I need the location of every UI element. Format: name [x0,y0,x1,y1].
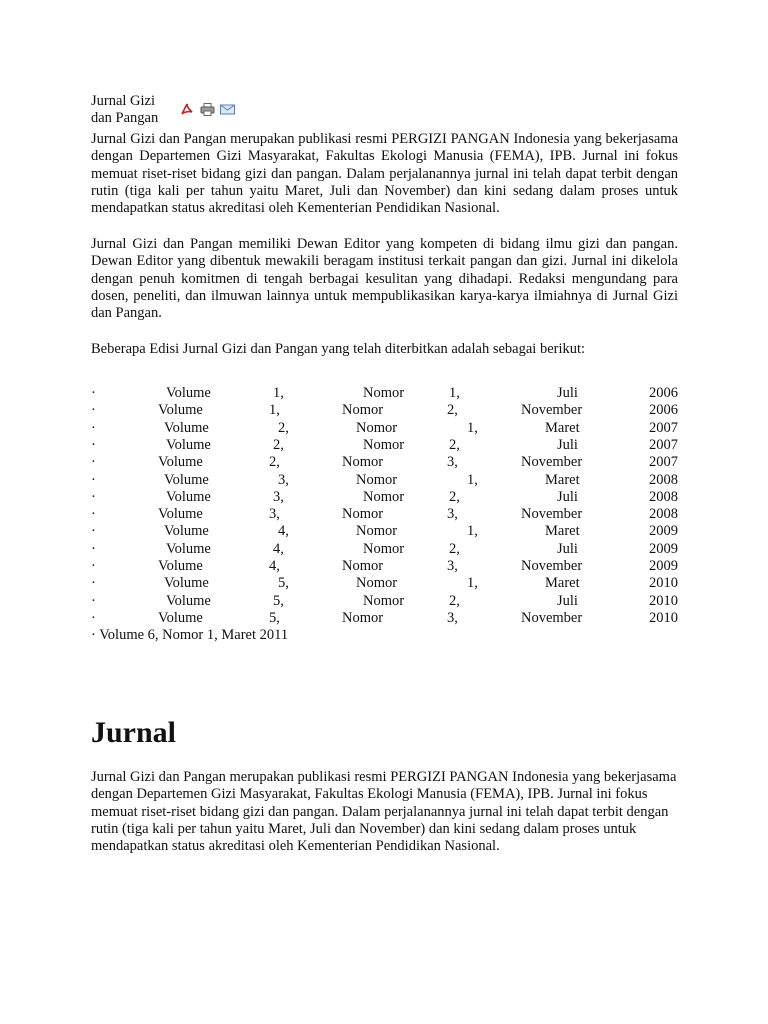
edition-row [91,472,681,489]
edition-nomor-label: Nomor [356,523,398,540]
edition-month: November [521,558,583,574]
edition-volume-label: Volume [166,592,211,609]
edition-volume: 3, [278,471,289,488]
edition-month: Juli [557,488,578,505]
edition-volume: 5, [273,592,284,609]
edition-volume: 2, [278,419,289,436]
edition-year: 2009 [649,523,678,540]
edition-month: Maret [545,575,580,592]
edition-volume-label: Volume [158,558,203,574]
edition-year: 2007 [649,454,678,471]
edition-nomor: 1, [449,385,460,401]
edition-row [91,523,681,540]
edition-row [91,402,681,419]
pdf-icon[interactable] [180,103,194,116]
edition-volume-label: Volume [164,471,209,488]
bullet: · [91,506,96,523]
edition-year: 2010 [649,575,678,592]
edition-nomor-label: Nomor [342,609,384,626]
edition-nomor: 3, [447,454,458,471]
title-line-2: dan Pangan [91,110,159,126]
edition-nomor-label: Nomor [342,558,384,574]
edition-nomor: 2, [449,436,460,453]
edition-volume-label: Volume [158,402,203,419]
journal-title [91,93,158,127]
edition-volume-label: Volume [164,575,209,592]
last-edition: · Volume 6, Nomor 1, Maret 2011 [91,627,289,643]
edition-nomor: 2, [449,488,460,505]
edition-nomor: 1, [467,523,478,540]
edition-year: 2006 [649,402,678,419]
edition-nomor: 3, [447,609,458,626]
edition-row [91,541,681,558]
edition-nomor-label: Nomor [342,454,384,471]
edition-nomor-label: Nomor [363,540,405,557]
bullet: · [91,609,96,626]
editions-intro: Beberapa Edisi Jurnal Gizi dan Pangan yang telah diterbitkan adalah sebagai berikut: [91,341,586,357]
edition-year: 2009 [649,540,678,557]
action-icons [180,103,234,116]
edition-month: Juli [557,592,578,609]
bullet: · [91,523,96,540]
bullet: · [91,558,96,574]
edition-nomor: 1, [467,575,478,592]
edition-nomor-label: Nomor [363,488,405,505]
edition-nomor: 1, [467,419,478,436]
edition-month: Maret [545,471,580,488]
edition-volume-label: Volume [158,506,203,523]
bullet: · [91,540,96,557]
bullet: · [91,454,96,471]
edition-row [91,506,681,523]
edition-row [91,575,681,592]
edition-volume: 5, [278,575,289,592]
edition-row [91,437,681,454]
edition-month: November [521,454,583,471]
edition-year: 2009 [649,558,678,574]
edition-volume: 4, [278,523,289,540]
edition-month: November [521,402,583,419]
bullet: · [91,488,96,505]
edition-row [91,454,681,471]
edition-nomor-label: Nomor [356,575,398,592]
edition-nomor: 1, [467,471,478,488]
edition-row [91,489,681,506]
edition-volume: 5, [269,609,280,626]
edition-month: November [521,506,583,523]
edition-row [91,610,681,627]
edition-nomor-label: Nomor [356,419,398,436]
edition-year: 2006 [649,385,678,401]
edition-nomor-label: Nomor [342,402,384,419]
edition-volume: 2, [273,436,284,453]
edition-volume-label: Volume [166,540,211,557]
edition-month: Juli [557,385,578,401]
email-icon[interactable] [220,103,234,116]
edition-nomor: 2, [449,592,460,609]
bullet: · [91,436,96,453]
edition-nomor-label: Nomor [356,471,398,488]
section-paragraph: Jurnal Gizi dan Pangan merupakan publikasi resmi PERGIZI PANGAN Indonesia yang bekerjasama dengan Departemen Gizi Masyarakat, Fakultas Ekologi Manusia (FEMA), IPB. Jurnal ini fokus memuat riset-riset bidang gizi dan pangan. Dalam perjalanannya jurnal ini telah dapat terbit dengan rutin (tiga kali per tahun yaitu Maret, Juli dan November) dan kini sedang dalam proses untuk mendapatkan status akreditasi oleh Kementerian Pendidikan Nasional. [91,769,677,855]
edition-volume: 3, [269,506,280,523]
edition-volume: 1, [273,385,284,401]
edition-nomor-label: Nomor [363,385,405,401]
edition-volume-label: Volume [164,523,209,540]
edition-nomor: 3, [447,558,458,574]
edition-volume: 1, [269,402,280,419]
edition-volume: 3, [273,488,284,505]
edition-month: Juli [557,540,578,557]
edition-volume-label: Volume [166,385,211,401]
edition-volume-label: Volume [158,454,203,471]
editor-paragraph: Jurnal Gizi dan Pangan memiliki Dewan Editor yang kompeten di bidang ilmu gizi dan pangan. Dewan Editor yang dibentuk mewakili beragam institusi terkait pangan dan gizi. Jurnal ini dikelola dengan penuh komitmen di tengah berbagai kesulitan yang dihadapi. Redaksi mengundang para dosen, peneliti, dan ilmuwan lainnya untuk mempublikasikan karya-karya ilmiahnya di Jurnal Gizi dan Pangan. [91,236,678,322]
print-icon[interactable] [200,103,214,116]
edition-volume-label: Volume [166,436,211,453]
bullet: · [91,385,96,401]
edition-month: Maret [545,523,580,540]
title-line-1: Jurnal Gizi [91,93,156,109]
bullet: · [91,419,96,436]
bullet: · [91,575,96,592]
edition-year: 2008 [649,506,678,523]
edition-row [91,420,681,437]
edition-volume-label: Volume [164,419,209,436]
edition-nomor: 2, [447,402,458,419]
edition-volume: 4, [269,558,280,574]
section-heading: Jurnal [91,716,177,749]
edition-volume-label: Volume [166,488,211,505]
bullet: · [91,471,96,488]
edition-nomor-label: Nomor [363,436,405,453]
edition-nomor: 3, [447,506,458,523]
edition-year: 2008 [649,488,678,505]
edition-row [91,558,681,575]
edition-month: November [521,609,583,626]
edition-year: 2008 [649,471,678,488]
edition-year: 2007 [649,419,678,436]
edition-year: 2007 [649,436,678,453]
edition-volume-label: Volume [158,609,203,626]
edition-nomor-label: Nomor [342,506,384,523]
bullet: · [91,402,96,419]
edition-row [91,593,681,610]
edition-year: 2010 [649,592,678,609]
edition-volume: 2, [269,454,280,471]
intro-paragraph: Jurnal Gizi dan Pangan merupakan publikasi resmi PERGIZI PANGAN Indonesia yang bekerjasama dengan Departemen Gizi Masyarakat, Fakultas Ekologi Manusia (FEMA), IPB. Jurnal ini fokus memuat riset-riset bidang gizi dan pangan. Dalam perjalanannya jurnal ini telah dapat terbit dengan rutin (tiga kali per tahun yaitu Maret, Juli dan November) dan kini sedang dalam proses untuk mendapatkan status akreditasi oleh Kementerian Pendidikan Nasional. [91,131,678,217]
edition-year: 2010 [649,609,678,626]
edition-month: Juli [557,436,578,453]
edition-month: Maret [545,419,580,436]
bullet: · [91,592,96,609]
edition-row [91,385,681,402]
edition-nomor: 2, [449,540,460,557]
edition-volume: 4, [273,540,284,557]
edition-nomor-label: Nomor [363,592,405,609]
